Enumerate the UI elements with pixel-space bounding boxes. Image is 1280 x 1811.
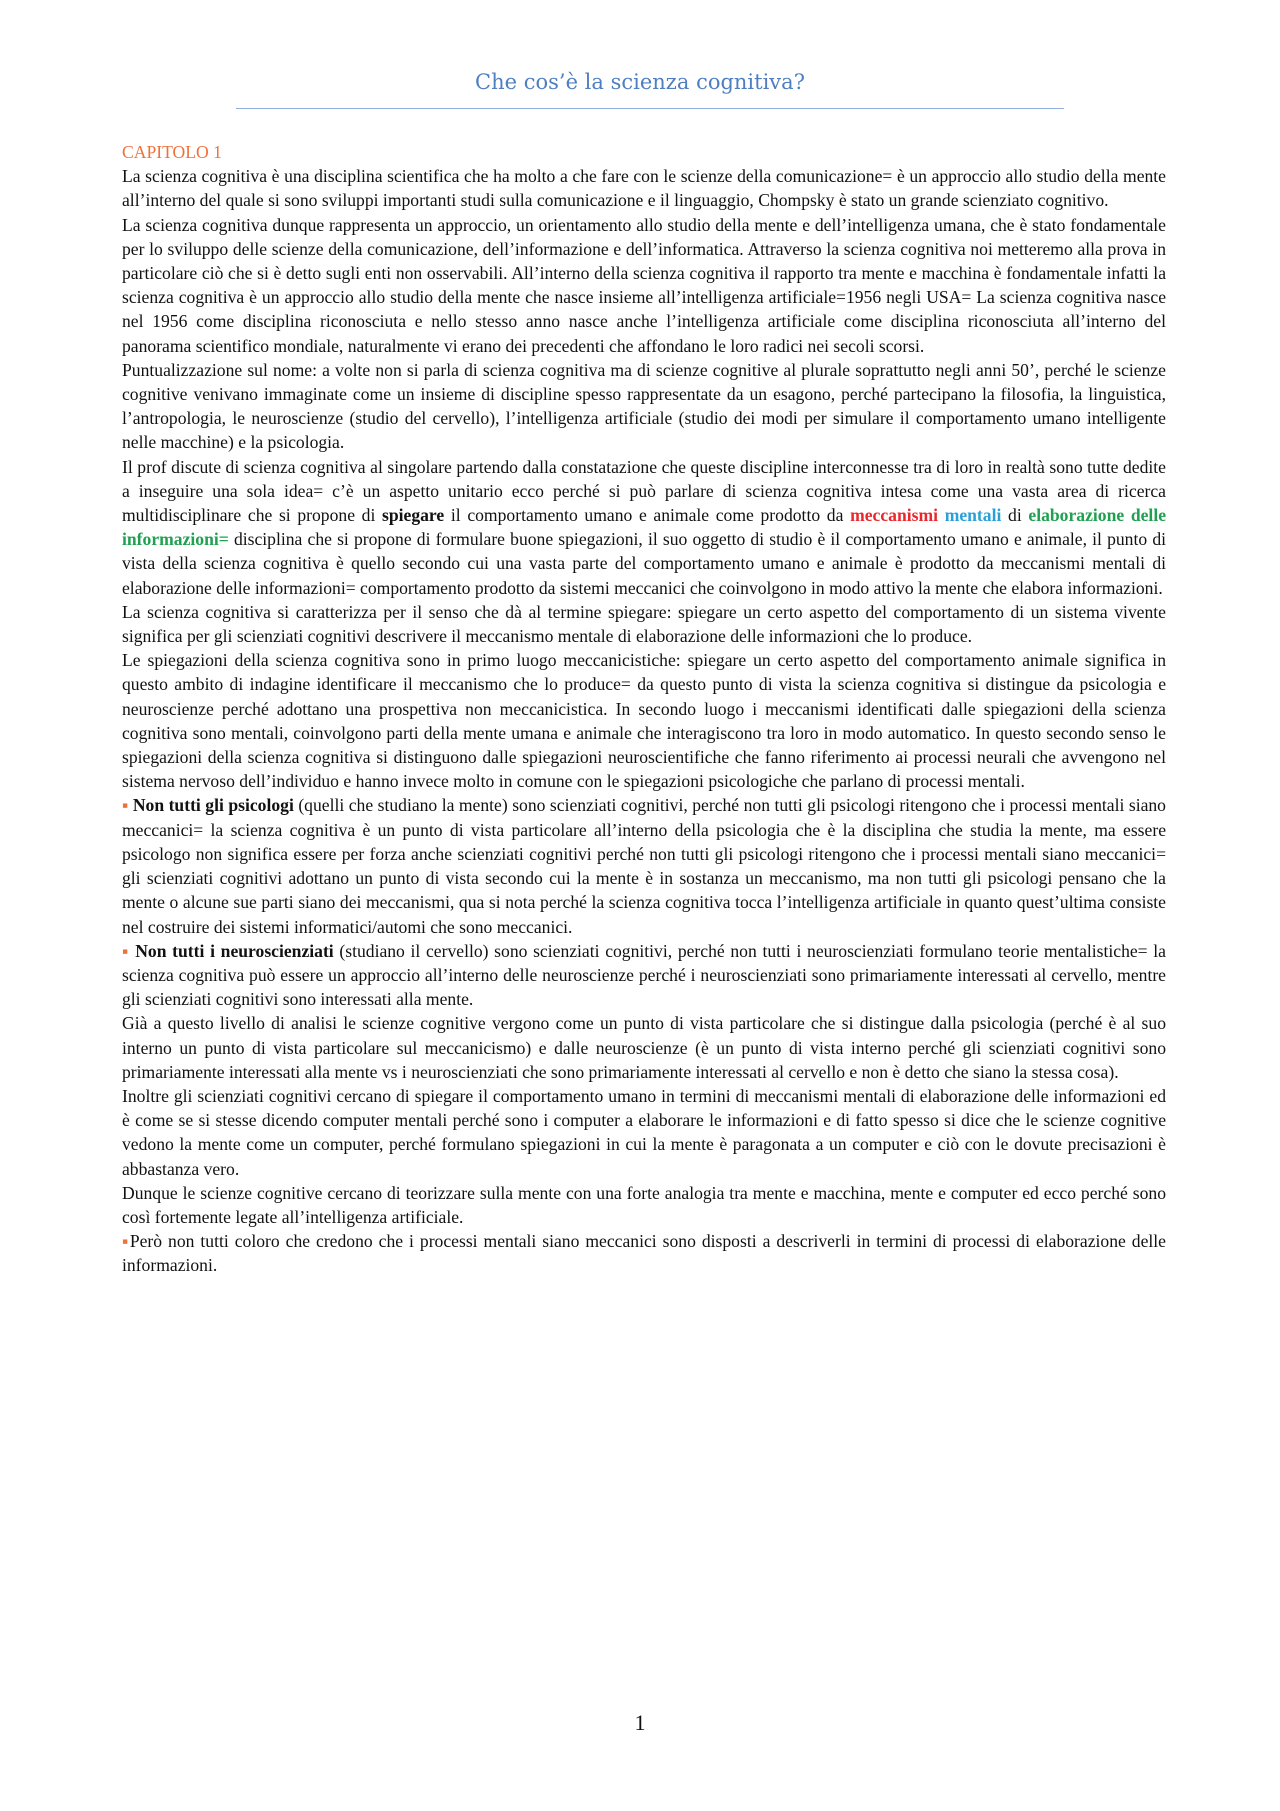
word-di: di [1008,505,1022,526]
term-mentali: mentali [944,505,1002,526]
bullet-icon: ▪ [122,1231,130,1252]
paragraph-4-text-c: disciplina che si propone di formulare buone spiegazioni, il suo oggetto di studio è il comportamento umano e animale, il punto di vista della scienza cognitiva è quello secondo cui una vasta parte del comportamento umano e animale è prodotto da meccanismi mentali di elaborazione delle informazioni= comportamento prodotto da sistemi meccanici che coinvolgono in modo attivo la mente che elabora informazioni. [122,529,1166,598]
bullet-icon: ▪ [122,940,130,961]
paragraph-8 [122,939,1166,1012]
chapter-heading: CAPITOLO 1 [122,142,222,162]
page-number: 1 [634,1710,646,1735]
paragraph-7 [122,793,1166,938]
paragraph-12 [122,1229,1166,1277]
term-meccanismi: meccanismi [850,505,939,526]
paragraph-12-text: Però non tutti coloro che credono che i processi mentali siano meccanici sono disposti a descriverli in termini di processi di elaborazione delle informazioni. [122,1231,1166,1276]
paragraph-5: La scienza cognitiva si caratterizza per il senso che dà al termine spiegare: spiegare un certo aspetto del comportamento di un sistema vivente significa per gli scienziati cognitivi descrivere il meccanismo mentale di elaborazione delle informazioni che lo produce. [122,601,1166,647]
paragraph-10: Inoltre gli scienziati cognitivi cercano di spiegare il comportamento umano in termini di meccanismi mentali di elaborazione delle informazioni ed è come se si stesse dicendo computer mentali perché sono i computer a elaborare le informazioni e di fatto spesso si dice che le scienze cognitive vedono la mente come un computer, perché formulano spiegazioni in cui la mente è paragonata a un computer e ciò con le dovute precisazioni è abbastanza vero. [122,1085,1166,1179]
header-rule [236,108,1064,109]
term-neuroscienziati: Non tutti i neuroscienziati [135,940,334,961]
term-elaborazione: elaborazione delle informazioni= [122,505,1167,550]
paragraph-6: Le spiegazioni della scienza cognitiva sono in primo luogo meccanicistiche: spiegare un certo aspetto del comportamento animale significa in questo ambito di indagine identificare il meccanismo che lo produce= da questo punto di vista la scienza cognitiva si distingue da psicologia e neuroscienze perché adottano una prospettiva non meccanicistica. In secondo luogo i meccanismi identificati dalle spiegazioni della scienza cognitiva sono mentali, coinvolgono parti della mente umana e animale che interagiscono tra loro in modo automatico. In questo secondo senso le spiegazioni della scienza cognitiva si distinguono dalle spiegazioni neuroscientifiche che fanno riferimento ai processi neurali che avvengono nel sistema nervoso dell’individuo e hanno invece molto in comune con le spiegazioni psicologiche che parlano di processi mentali. [122,650,1166,792]
term-spiegare: spiegare [382,505,445,526]
bullet-icon: ▪ [122,795,129,816]
paragraph-7-text: (quelli che studiano la mente) sono scienziati cognitivi, perché non tutti gli psicologi ritengono che i processi mentali siano meccanici= la scienza cognitiva è un punto di vista particolare all’interno della psicologia che è la disciplina che studia la mente, ma essere psicologo non significa essere per forza anche scienziati cognitivi perché non tutti gli psicologi ritengono che i processi mentali siano meccanici= gli scienziati cognitivi adottano un punto di vista secondo cui la mente è in sostanza un meccanismo, ma non tutti gli psicologi pensano che la mente o alcune sue parti siano dei meccanismi, qua si nota perché la scienza cognitiva tocca l’intelligenza artificiale in quanto quest’ultima consiste nel costruire dei sistemi informatici/automi che sono meccanici. [122,795,1166,937]
paragraph-3: Puntualizzazione sul nome: a volte non si parla di scienza cognitiva ma di scienze cognitive al plurale soprattutto negli anni 50’, perché le scienze cognitive venivano immaginate come un insieme di discipline spesso rappresentate da un esagono, perché partecipano la filosofia, la linguistica, l’antropologia, le neuroscienze (studio del cervello), l’intelligenza artificiale (studio dei modi per simulare il comportamento umano intelligente nelle macchine) e la psicologia. [122,359,1166,453]
paragraph-9: Già a questo livello di analisi le scienze cognitive vergono come un punto di vista particolare che si distingue dalla psicologia (perché è al suo interno un punto di vista particolare sul meccanicismo) e dalle neuroscienze (è un punto di vista interno perché gli scienziati cognitivi sono primariamente interessati alla mente vs i neuroscienziati che sono primariamente interessati al cervello e non è detto che siano la stessa cosa). [122,1013,1166,1082]
paragraph-11: Dunque le scienze cognitive cercano di teorizzare sulla mente con una forte analogia tra mente e macchina, mente e computer ed ecco perché sono così fortemente legate all’intelligenza artificiale. [122,1182,1166,1227]
term-psicologi: Non tutti gli psicologi [132,795,294,816]
paragraph-4-text-a: Il prof discute di scienza cognitiva al singolare partendo dalla constatazione che queste discipline interconnesse tra di loro in realtà sono tutte dedite a inseguire una sola idea= c’è un aspetto unitario ecco perché si può parlare di scienza cognitiva intesa come una vasta area di ricerca multidisciplinare che si propone di [122,456,1166,526]
document-body [122,140,1166,1278]
page-header-title: Che cos’è la scienza cognitiva? [475,70,805,94]
paragraph-4-text-b: il comportamento umano e animale come prodotto da [444,505,851,526]
paragraph-4 [122,455,1166,600]
paragraph-1: La scienza cognitiva è una disciplina scientifica che ha molto a che fare con le scienze della comunicazione= è un approccio allo studio della mente all’interno del quale si sono sviluppi importanti studi sulla comunicazione e il linguaggio, Chompsky è stato un grande scienziato cognitivo. [122,166,1166,211]
paragraph-2: La scienza cognitiva dunque rappresenta un approccio, un orientamento allo studio della mente e dell’intelligenza umana, che è stato fondamentale per lo sviluppo delle scienze della comunicazione, dell’informazione e dell’informatica. Attraverso la scienza cognitiva noi metteremo alla prova in particolare ciò che si è detto sugli enti non osservabili. All’interno della scienza cognitiva il rapporto tra mente e macchina è fondamentale infatti la scienza cognitiva è un approccio allo studio della mente che nasce insieme all’intelligenza artificiale=1956 negli USA= La scienza cognitiva nasce nel 1956 come disciplina riconosciuta e nello stesso anno nasce anche l’intelligenza artificiale come disciplina riconosciuta all’interno del panorama scientifico mondiale, naturalmente vi erano dei precedenti che affondano le loro radici nei secoli scorsi. [122,214,1166,356]
paragraph-8-text: (studiano il cervello) sono scienziati cognitivi, perché non tutti i neuroscienziati formulano teorie mentalistiche= la scienza cognitiva può essere un approccio all’interno delle neuroscienze perché i neuroscienziati sono primariamente interessati al cervello, mentre gli scienziati cognitivi sono interessati alla mente. [122,940,1166,1010]
